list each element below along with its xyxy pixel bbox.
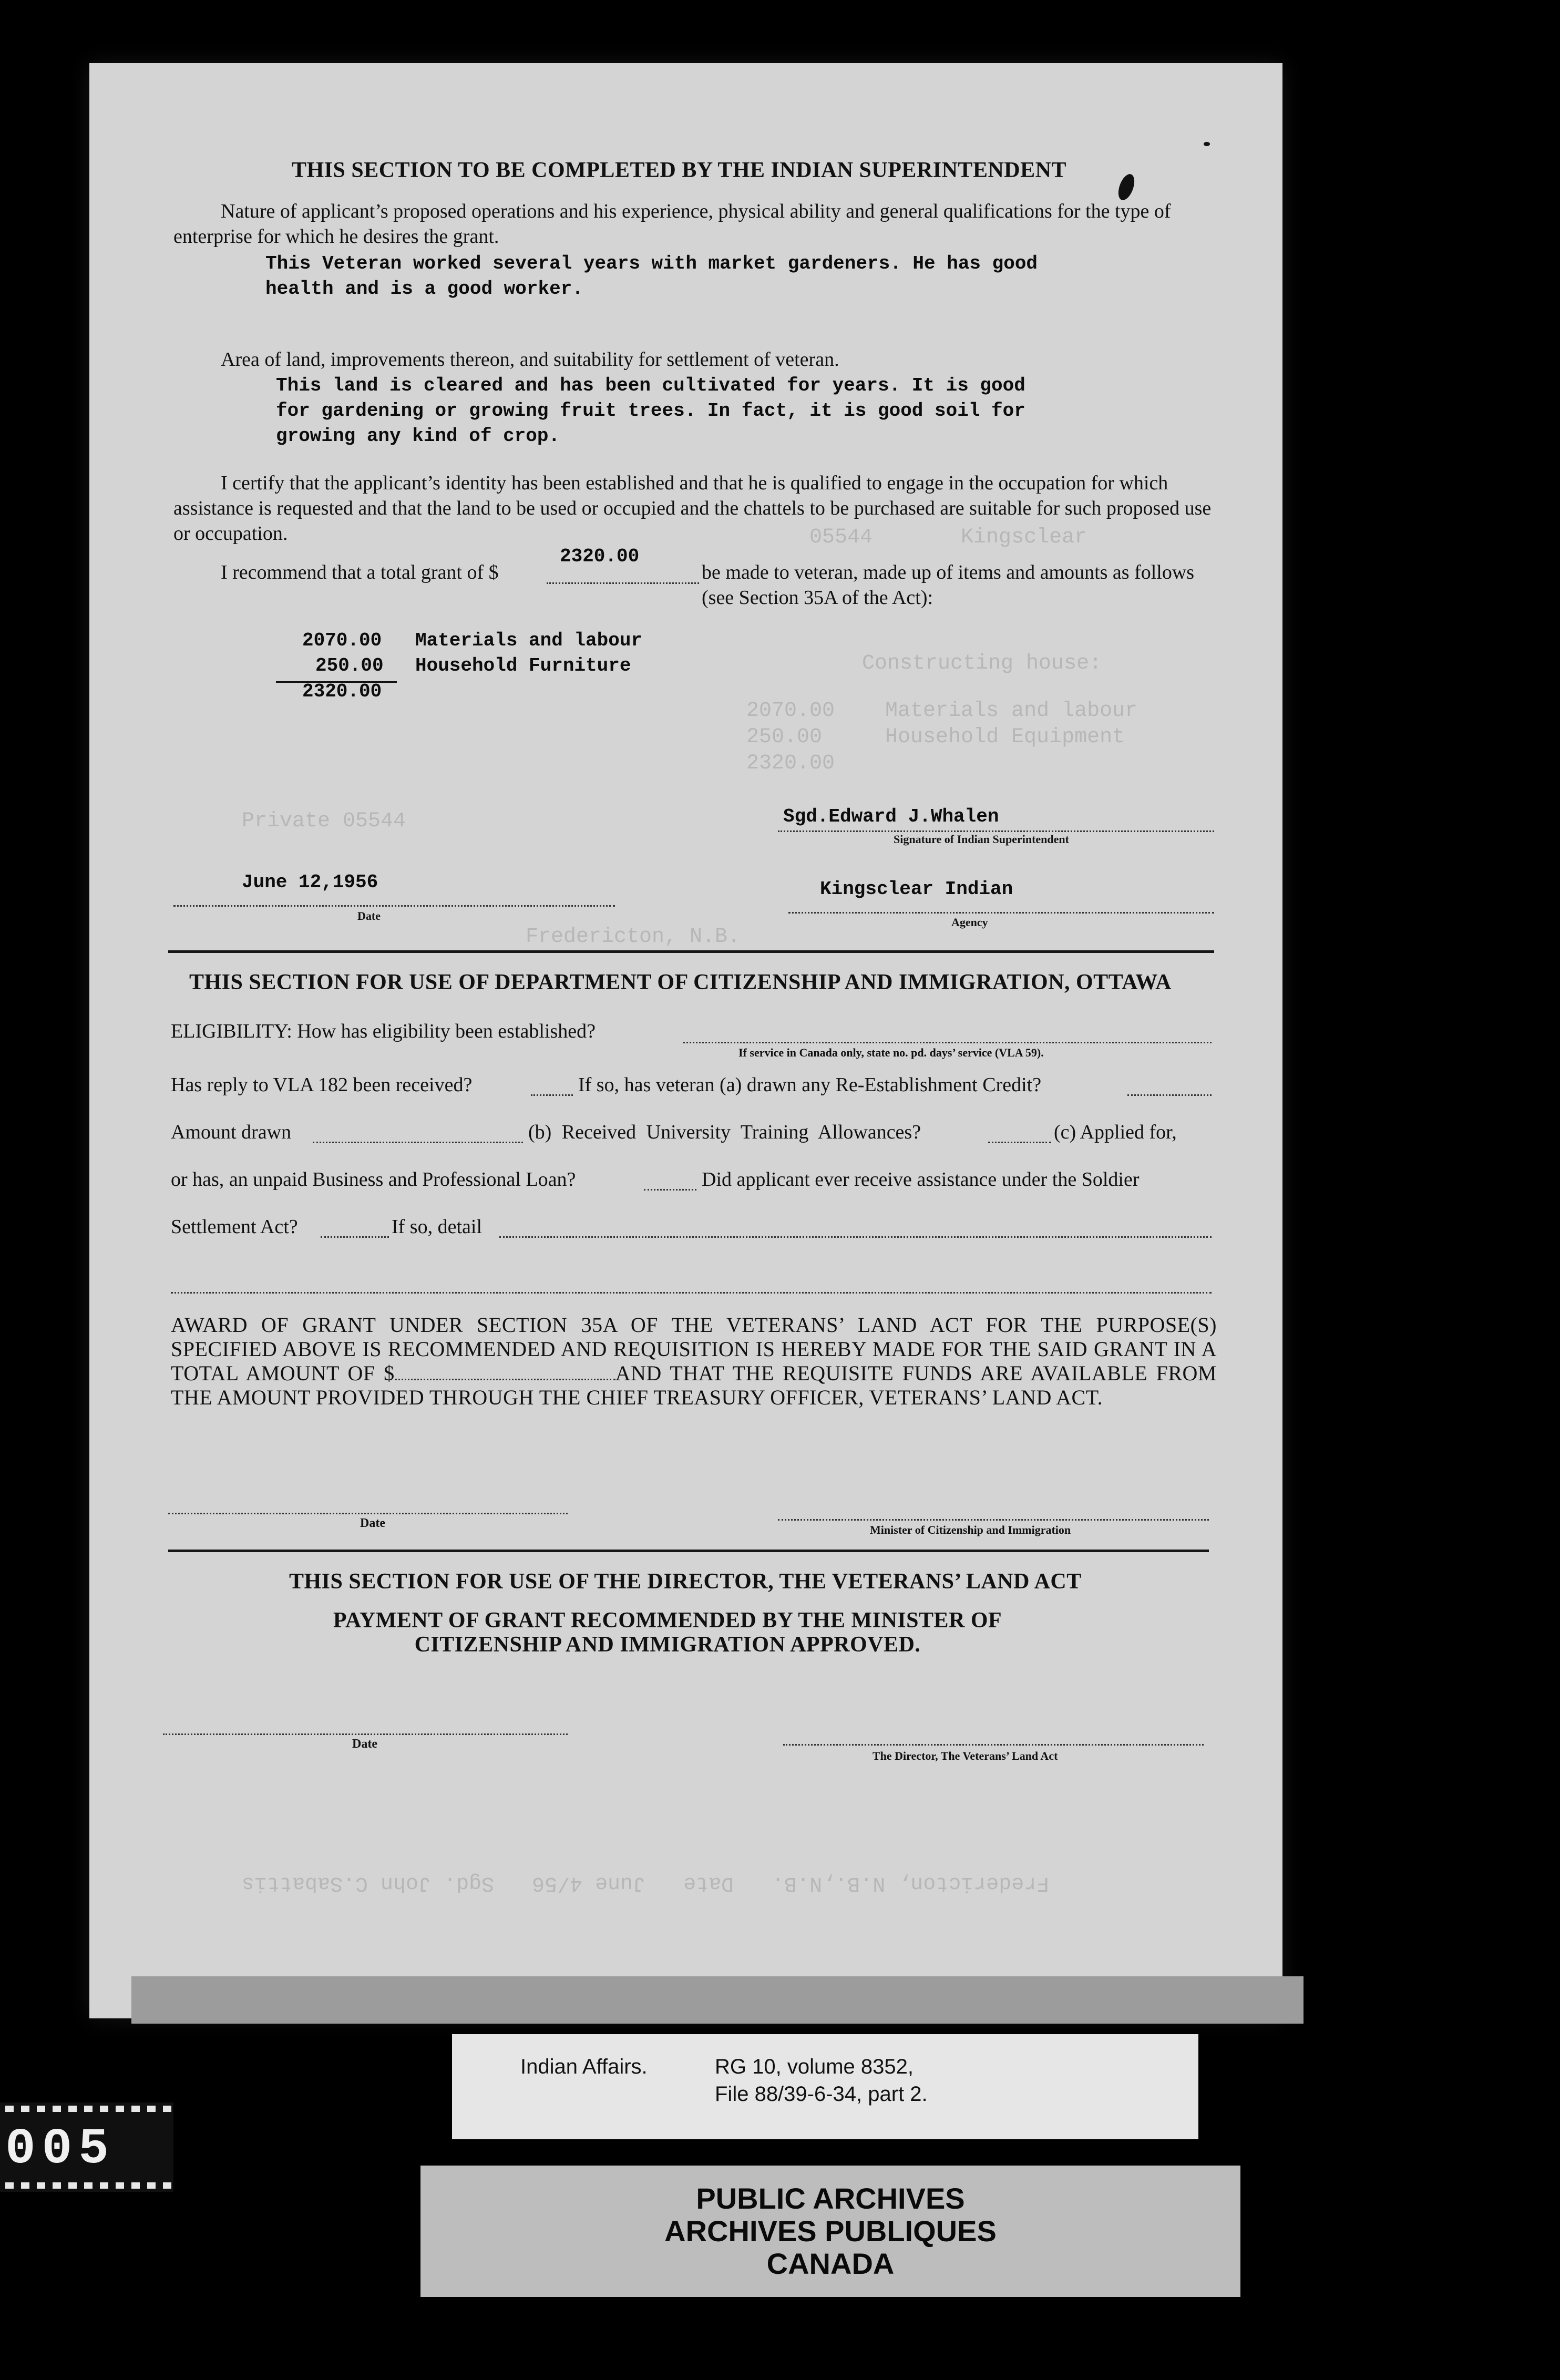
item-description-1: Materials and labour [415, 630, 643, 651]
recommend-post-text: be made to veteran, made up of items and amounts as follows (see Section 35A of the Act): [702, 561, 1195, 609]
eligibility-line [683, 1042, 1212, 1043]
soldier-question: Did applicant ever receive assistance under the Soldier [702, 1168, 1140, 1191]
items-total-value: 2320.00 [302, 681, 382, 702]
detail-line-2 [171, 1292, 1212, 1294]
bleed-through-text: Fredericton, N.B.,N.B. Date June 4/56 Sgd. John C.Sabattis [242, 1871, 1050, 1895]
amount-drawn-line [313, 1142, 523, 1143]
certification-statement: I certify that the applicant’s identity has been established and that he is qualified to engage in the occupation for which assistance is requested and that the land to be used or occupied and the chattels to be purchased are suitable for such proposed use or occupation. [173, 472, 1212, 545]
detail-line-1 [499, 1236, 1212, 1238]
answer-area-of-land: This land is cleared and has been cultivated for years. It is good for gardening or growing fruit trees. In fact, it is good soil for growing any kind of crop. [276, 375, 1025, 447]
stamp-line-2: ARCHIVES PUBLIQUES [664, 2214, 997, 2248]
question-nature-of-operations: Nature of applicant’s proposed operations and his experience, physical ability and general qualifications for the type of enterprise for which he desires the grant. [173, 200, 1171, 248]
superintendent-date-value: June 12,1956 [242, 871, 378, 893]
section-title-director: THIS SECTION FOR USE OF THE DIRECTOR, THE VETERANS’ LAND ACT [289, 1569, 1082, 1594]
bleed-through-text: Constructing house: [862, 652, 1102, 675]
answer-nature-of-operations: This Veteran worked several years with market gardeners. He has good health and is a good worker. [265, 253, 1038, 300]
applied-for-label: (c) Applied for, [1054, 1121, 1177, 1143]
signature-label: Signature of Indian Superintendent [894, 833, 1069, 846]
bleed-through-text: Fredericton, N.B. [526, 925, 741, 949]
grant-amount-line [547, 582, 699, 584]
item-amount-1: 2070.00 [302, 630, 382, 651]
department-date-line [168, 1513, 568, 1514]
date-line [173, 905, 615, 907]
item-amount-2: 250.00 [315, 655, 384, 676]
archive-reference-line-1: RG 10, volume 8352, [715, 2055, 914, 2078]
if-so-detail-label: If so, detail [392, 1216, 483, 1238]
agency-label: Agency [951, 916, 988, 929]
archive-reference-line-2: File 88/39-6-34, part 2. [715, 2082, 928, 2106]
business-loan-line [644, 1189, 696, 1191]
eligibility-question: ELIGIBILITY: How has eligibility been established? [171, 1020, 596, 1042]
vla182-question: Has reply to VLA 182 been received? [171, 1074, 473, 1096]
grant-amount-value: 2320.00 [560, 546, 640, 567]
reestablishment-line [1127, 1094, 1212, 1096]
bleed-through-text: 05544 Kingsclear [809, 526, 1087, 549]
settlement-act-line [321, 1236, 389, 1238]
director-date-line [163, 1733, 568, 1735]
signature-line [778, 830, 1214, 832]
question-area-of-land: Area of land, improvements thereon, and suitability for settlement of veteran. [221, 348, 839, 371]
section-title-department: THIS SECTION FOR USE OF DEPARTMENT OF CITIZENSHIP AND IMMIGRATION, OTTAWA [189, 970, 1172, 994]
director-signature-line [783, 1744, 1204, 1746]
amount-drawn-label: Amount drawn [171, 1121, 292, 1143]
director-date-label: Date [352, 1737, 377, 1751]
university-line [988, 1142, 1051, 1143]
date-label: Date [357, 909, 381, 922]
frame-number: 005 [5, 2120, 115, 2178]
university-question: (b) Received University Training Allowances? [528, 1121, 921, 1143]
public-archives-stamp [420, 2166, 1240, 2297]
award-statement: AWARD OF GRANT UNDER SECTION 35A OF THE VETERANS’ LAND ACT FOR THE PURPOSE(S) SPECIFIED ABOVE IS RECOMMENDED AND REQUISITION IS HEREBY MADE FOR THE SAID GRANT IN A TOTAL AMOUNT OF $ AND THAT THE REQUISITE FUNDS ARE AVAILABLE FROM THE AMOUNT PROVIDED THROUGH THE CHIEF TREASURY OFFICER, VETERANS’ LAND ACT. [171, 1313, 1217, 1409]
paper-edge-shadow [131, 1976, 1304, 2024]
recommend-label: I recommend that a total grant of $ [221, 561, 499, 583]
archive-source: Indian Affairs. [520, 2055, 648, 2078]
agency-value: Kingsclear Indian [820, 878, 1013, 900]
microfilm-frame-counter [0, 2102, 173, 2192]
agency-line [788, 912, 1214, 914]
bleed-through-text: Private 05544 [242, 809, 406, 833]
stamp-line-3: CANADA [766, 2247, 895, 2280]
settlement-act-question: Settlement Act? [171, 1216, 298, 1238]
bleed-through-text: 2320.00 [746, 752, 835, 775]
director-label: The Director, The Veterans’ Land Act [873, 1749, 1058, 1762]
section-title-superintendent: THIS SECTION TO BE COMPLETED BY THE INDIAN SUPERINTENDENT [292, 158, 1066, 182]
reestablishment-question: If so, has veteran (a) drawn any Re-Establishment Credit? [578, 1074, 1042, 1096]
minister-signature-line [778, 1519, 1209, 1521]
item-description-2: Household Furniture [415, 655, 631, 676]
bleed-through-text: 250.00 Household Equipment [746, 725, 1125, 749]
minister-label: Minister of Citizenship and Immigration [870, 1523, 1071, 1536]
department-date-label: Date [360, 1516, 385, 1530]
archive-reference-label [452, 2034, 1198, 2139]
ink-smudge [1204, 142, 1210, 146]
section-divider [168, 1550, 1209, 1552]
section-divider [168, 950, 1214, 953]
payment-approved-statement: PAYMENT OF GRANT RECOMMENDED BY THE MINISTER OF CITIZENSHIP AND IMMIGRATION APPROVED. [333, 1608, 1002, 1657]
eligibility-note: If service in Canada only, state no. pd. days’ service (VLA 59). [738, 1046, 1044, 1059]
stamp-line-1: PUBLIC ARCHIVES [696, 2182, 965, 2215]
bleed-through-text: 2070.00 Materials and labour [746, 699, 1138, 723]
superintendent-signature-value: Sgd.Edward J.Whalen [783, 806, 999, 827]
vla182-line [531, 1094, 573, 1096]
business-loan-question: or has, an unpaid Business and Professional Loan? [171, 1168, 576, 1191]
